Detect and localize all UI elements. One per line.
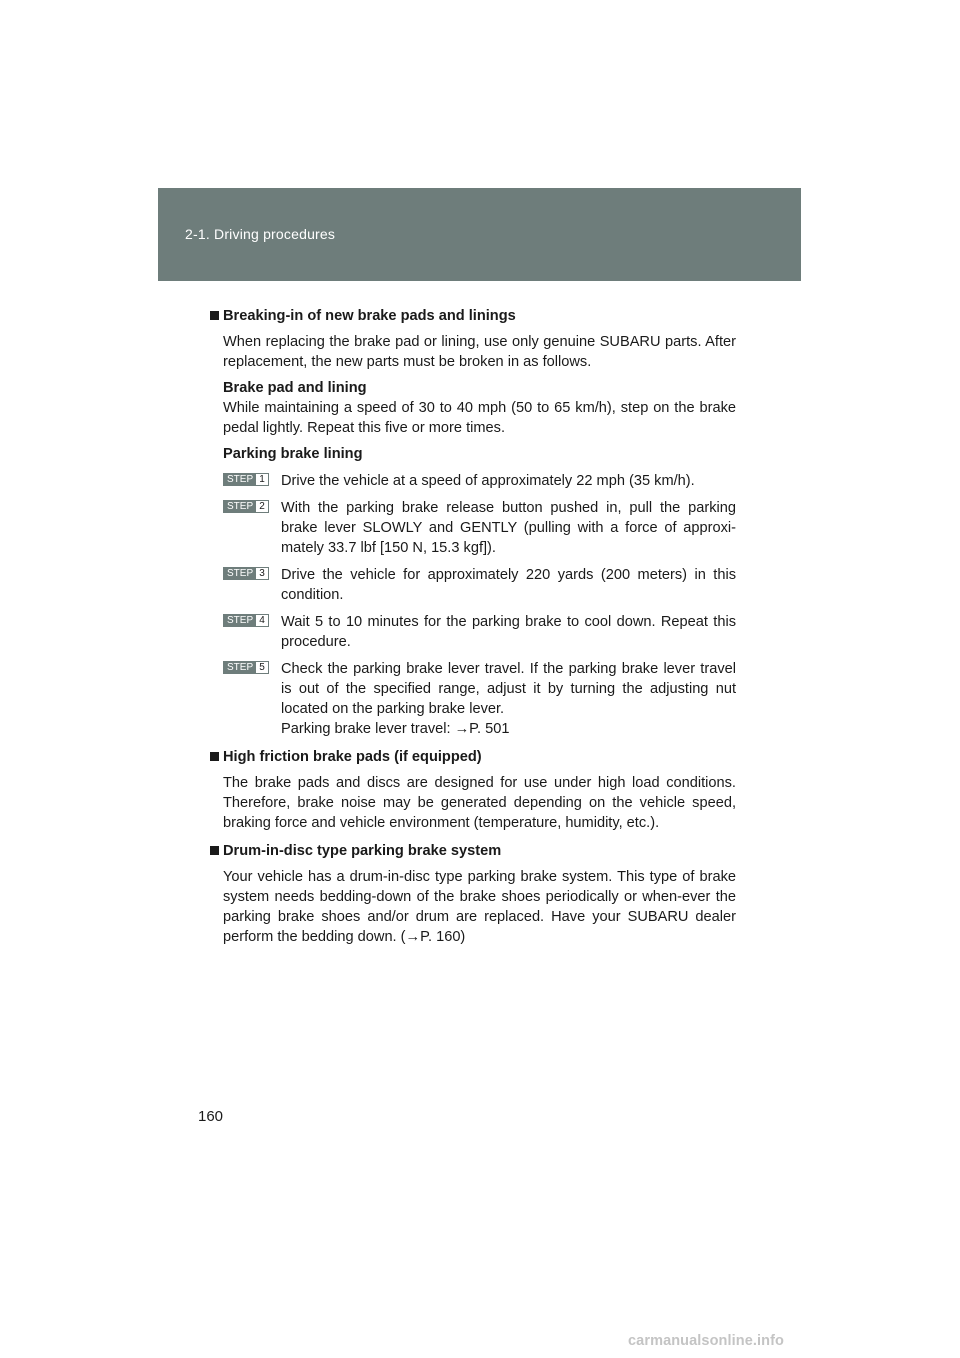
page-content (210, 306, 736, 947)
step-1 (223, 471, 736, 491)
step-5 (223, 659, 736, 739)
brake-pad-lining-body: While maintaining a speed of 30 to 40 mph (50 to 65 km/h), step on the brake pedal lightly. Repeat this five or more times. (223, 400, 736, 436)
step-note-lever-travel: Parking brake lever travel: →P. 501 (281, 721, 510, 737)
watermark: carmanualsonline.info (628, 1333, 784, 1349)
square-bullet-icon (210, 311, 219, 320)
square-bullet-icon (210, 752, 219, 761)
step-text: Drive the vehicle at a speed of approximately 22 mph (35 km/h). (281, 473, 695, 489)
step-badge: STEP 5 (223, 661, 269, 674)
step-4 (223, 612, 736, 652)
step-2 (223, 498, 736, 558)
breaking-in-intro: When replacing the brake pad or lining, use only genuine SUBARU parts. After replacement, the new parts must be broken in as follows. (223, 334, 736, 370)
step-badge: STEP 1 (223, 473, 269, 486)
step-text: Check the parking brake lever travel. If the parking brake lever travel is out of the specified range, adjust it by turning the adjusting nut located on the parking brake lever. (281, 661, 736, 717)
drum-in-disc-body: Your vehicle has a drum-in-disc type parking brake system. This type of brake system needs bedding-down of the brake shoes periodically or when-ever the parking brake shoes and/or drum are replaced. Have your SUBARU dealer perform the bedding down. (→P. 160) (223, 869, 736, 945)
subheading-brake-pad-lining: Brake pad and lining (223, 380, 367, 396)
square-bullet-icon (210, 846, 219, 855)
high-friction-body: The brake pads and discs are designed for use under high load conditions. Therefore, brake noise may be generated depending on the vehicle speed, braking force and vehicle environment (temperature, humidity, etc.). (223, 775, 736, 831)
section-heading-drum-in-disc: Drum-in-disc type parking brake system (210, 841, 736, 861)
section-header-bar (158, 188, 801, 281)
section-title: 2-1. Driving procedures (185, 226, 336, 242)
page-number: 160 (198, 1108, 224, 1125)
subheading-parking-brake-lining: Parking brake lining (223, 446, 363, 462)
step-badge: STEP 2 (223, 500, 269, 513)
step-3 (223, 565, 736, 605)
step-text: With the parking brake release button pushed in, pull the parking brake lever SLOWLY and GENTLY (pulling with a force of approxi-mately 33.7 lbf [150 N, 15.3 kgf]). (281, 500, 736, 556)
step-text: Drive the vehicle for approximately 220 yards (200 meters) in this condition. (281, 567, 736, 603)
section-heading-high-friction: High friction brake pads (if equipped) (210, 747, 736, 767)
step-badge: STEP 3 (223, 567, 269, 580)
step-text: Wait 5 to 10 minutes for the parking brake to cool down. Repeat this procedure. (281, 614, 736, 650)
section-heading-breaking-in: Breaking-in of new brake pads and linings (210, 306, 736, 326)
step-badge: STEP 4 (223, 614, 269, 627)
